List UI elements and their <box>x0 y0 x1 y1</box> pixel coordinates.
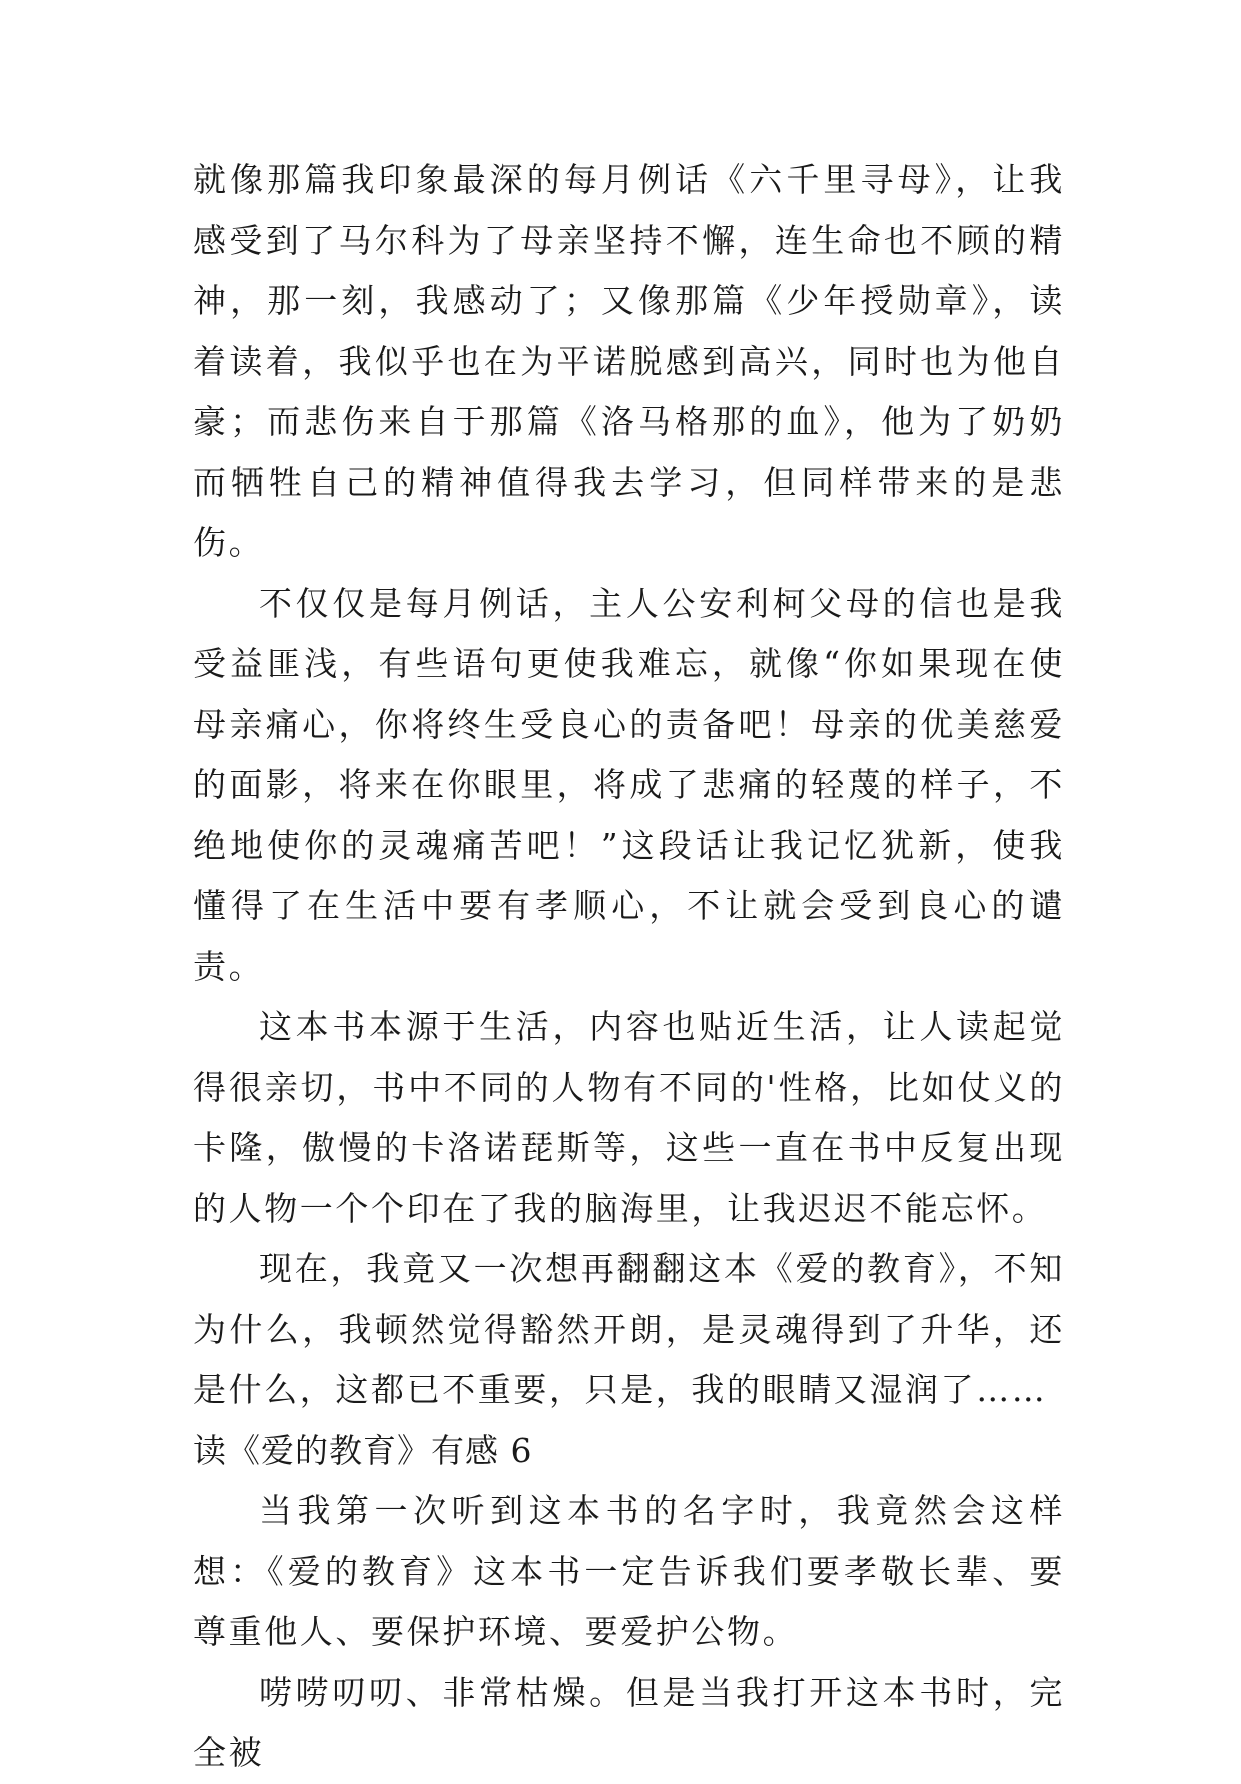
document-body <box>193 150 1065 1784</box>
paragraph-5: 当我第一次听到这本书的名字时，我竟然会这样想：《爱的教育》这本书一定告诉我们要孝敬长辈、要尊重他人、要保护环境、要爱护公物。 <box>193 1491 1065 1651</box>
paragraph-2: 不仅仅是每月例话，主人公安利柯父母的信也是我受益匪浅，有些语句更使我难忘，就像“你如果现在使母亲痛心，你将终生受良心的责备吧！母亲的优美慈爱的面影，将来在你眼里，将成了悲痛的轻蔑的样子，不绝地使你的灵魂痛苦吧！”这段话让我记忆犹新，使我懂得了在生活中要有孝顺心，不让就会受到良心的谴责。 <box>193 583 1065 986</box>
section-heading: 读《爱的教育》有感 6 <box>193 1430 533 1470</box>
paragraph-6: 唠唠叨叨、非常枯燥。但是当我打开这本书时，完全被 <box>193 1672 1065 1772</box>
paragraph-3: 这本书本源于生活，内容也贴近生活，让人读起觉得很亲切，书中不同的人物有不同的'性格，比如仗义的卡隆，傲慢的卡洛诺琵斯等，这些一直在书中反复出现的人物一个个印在了我的脑海里，让我迟迟不能忘怀。 <box>193 1007 1065 1228</box>
paragraph-1: 就像那篇我印象最深的每月例话《六千里寻母》，让我感受到了马尔科为了母亲坚持不懈，连生命也不顾的精神，那一刻，我感动了；又像那篇《少年授勋章》，读着读着，我似乎也在为平诺脱感到高兴，同时也为他自豪；而悲伤来自于那篇《洛马格那的血》，他为了奶奶而牺牲自己的精神值得我去学习，但同样带来的是悲伤。 <box>193 160 1065 562</box>
paragraph-4: 现在，我竟又一次想再翻翻这本《爱的教育》，不知为什么，我顿然觉得豁然开朗，是灵魂得到了升华，还是什么，这都已不重要，只是，我的眼睛又湿润了…… <box>193 1249 1065 1409</box>
